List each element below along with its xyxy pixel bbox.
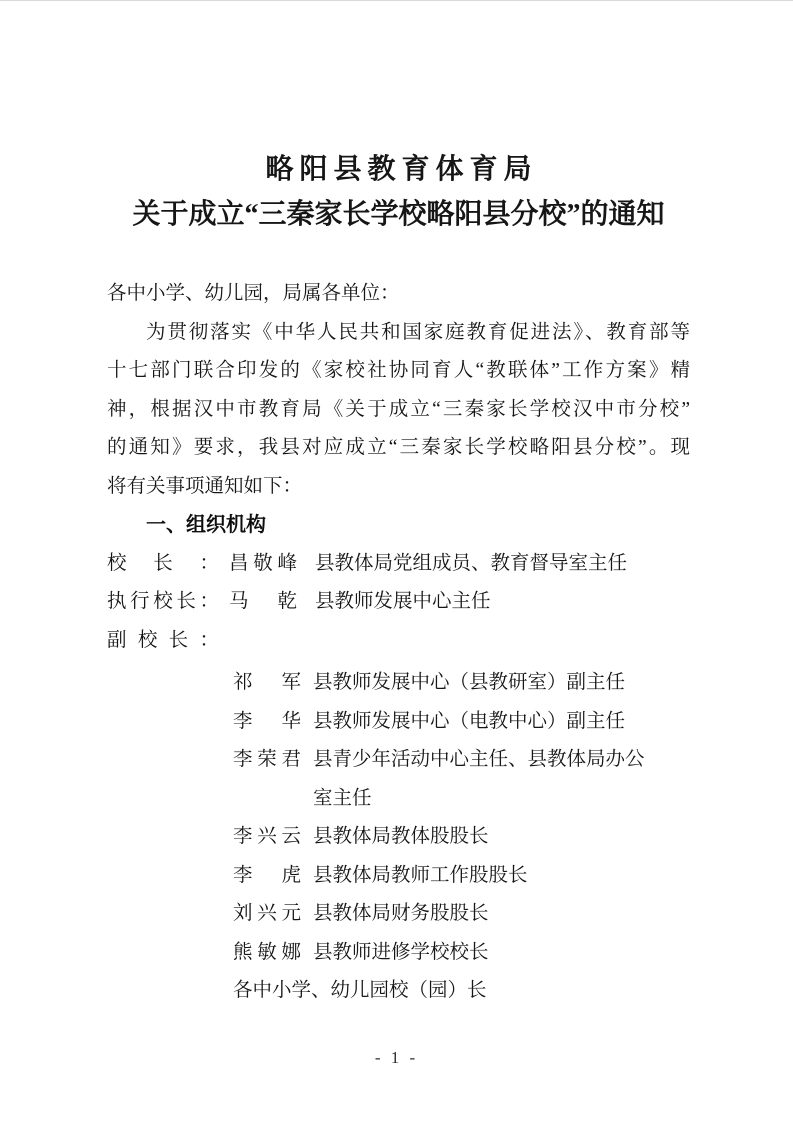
person-name: 刘兴元 (233, 903, 301, 924)
person-name: 李华 (233, 710, 301, 732)
person-title: 县教体局教体股股长 (313, 826, 489, 847)
leadership-row-principal (107, 545, 690, 584)
deputy-row (233, 818, 690, 857)
deputy-row-school-heads: 各中小学、幼儿园校（园）长 (233, 980, 487, 1001)
person-title: 县青少年活动中心主任、县教体局办公 室主任 (313, 749, 645, 809)
person-name (229, 622, 297, 661)
deputy-row (233, 895, 690, 934)
leadership-row-vice-principal (107, 622, 690, 661)
role-label: 副校长： (107, 629, 219, 651)
leadership-row-executive-principal (107, 583, 690, 622)
person-name: 熊敏娜 (233, 941, 301, 963)
paragraph-line: 十七部门联合印发的《家校社协同育人“教联体”工作方案》精 (107, 360, 690, 381)
deputy-row (233, 934, 690, 973)
role-label: 校长： (107, 552, 219, 574)
person-name: 祁军 (233, 672, 301, 693)
person-title: 县教体局财务股股长 (313, 903, 489, 924)
person-title: 县教师发展中心（电教中心）副主任 (313, 710, 626, 732)
salutation: 各中小学、幼儿园，局属各单位： (107, 283, 400, 304)
person-title: 县教体局教师工作股股长 (313, 864, 528, 886)
person-title: 县教师发展中心（县教研室）副主任 (313, 672, 626, 693)
page-number: - 1 - (374, 1048, 419, 1067)
document-issuer-title: 略阳县教育体育局 (265, 154, 538, 185)
person-title: 县教师发展中心主任 (315, 591, 491, 612)
person-name: 李兴云 (233, 826, 301, 847)
paragraph-line: 将有关事项通知如下： (107, 475, 303, 497)
vice-principal-list (107, 664, 690, 1011)
section-heading: 一、组织机构 (146, 514, 266, 536)
person-title: 县教体局党组成员、教育督导室主任 (315, 552, 628, 574)
paragraph-line: 神，根据汉中市教育局《关于成立“三秦家长学校汉中市分校” (107, 398, 690, 420)
document-title: 关于成立“三秦家长学校略阳县分校”的通知 (132, 199, 665, 230)
deputy-row (233, 664, 690, 703)
intro-paragraph (107, 314, 690, 507)
person-name: 昌敬峰 (229, 552, 297, 574)
deputy-row (233, 703, 690, 742)
deputy-row (233, 741, 690, 818)
leadership-roster (107, 545, 690, 661)
person-name: 李虎 (233, 864, 301, 886)
person-name: 李荣君 (233, 749, 301, 770)
paragraph-line: 的通知》要求，我县对应成立“三秦家长学校略阳县分校”。现 (107, 437, 690, 458)
person-title: 县教师进修学校校长 (313, 941, 489, 963)
person-name: 马乾 (229, 591, 297, 612)
role-label: 执行校长： (107, 591, 219, 612)
deputy-row (233, 857, 690, 896)
paragraph-line: 为贯彻落实《中华人民共和国家庭教育促进法》、教育部等 (146, 321, 690, 343)
